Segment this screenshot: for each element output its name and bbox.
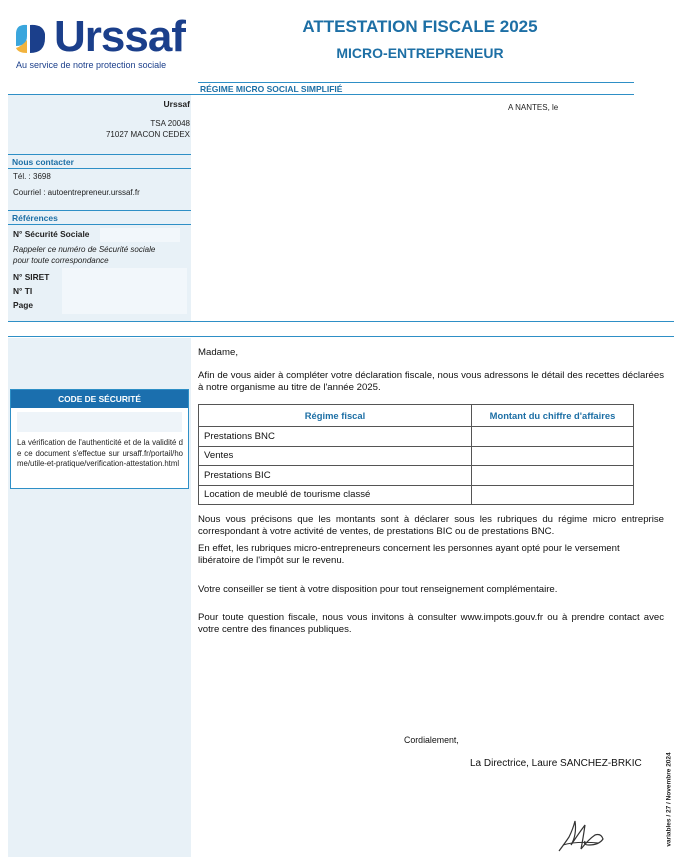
ss-number-value bbox=[100, 228, 180, 242]
table-row bbox=[199, 446, 634, 466]
paragraph-2: En effet, les rubriques micro-entrepreneurs concernent les personnes ayant opté pour le versement libératoire de l'impôt sur le revenu. bbox=[198, 543, 620, 567]
table-cell-amount bbox=[472, 427, 634, 447]
contact-phone: Tél. : 3698 bbox=[13, 172, 51, 181]
paragraph-4: Pour toute question fiscale, nous vous invitons à consulter www.impots.gouv.fr ou à prendre contact avec votre centre des finances publiques. bbox=[198, 612, 664, 636]
divider bbox=[8, 224, 191, 225]
siret-label: N° SIRET bbox=[13, 272, 50, 282]
divider bbox=[198, 82, 634, 83]
logo-tagline: Au service de notre protection sociale bbox=[16, 60, 167, 70]
intro-paragraph: Afin de vous aider à compléter votre déclaration fiscale, nous vous adressons le détail des recettes déclarées à notre organisme au titre de l'année 2025. bbox=[198, 370, 664, 394]
salutation: Madame, bbox=[198, 347, 238, 358]
table-cell-regime: Location de meublé de tourisme classé bbox=[199, 485, 472, 505]
closing: Cordialement, bbox=[404, 735, 459, 745]
ss-note-1: Rappeler ce numéro de Sécurité sociale bbox=[13, 245, 156, 254]
divider bbox=[8, 154, 191, 155]
signature bbox=[555, 815, 610, 857]
divider bbox=[8, 336, 674, 337]
urssaf-logo-icon bbox=[14, 22, 48, 56]
sender-address-line1: TSA 20048 bbox=[150, 119, 190, 128]
regime-label: RÉGIME MICRO SOCIAL SIMPLIFIÉ bbox=[200, 84, 343, 94]
table-cell-amount bbox=[472, 485, 634, 505]
ss-note-2: pour toute correspondance bbox=[13, 256, 109, 265]
security-code-box bbox=[10, 389, 189, 489]
table-cell-amount bbox=[472, 446, 634, 466]
contact-heading: Nous contacter bbox=[12, 157, 74, 167]
security-code-text: La vérification de l'authenticité et de la validité de ce document s'effectue sur ursaff.fr/portail/home/utile-et-pratique/verification-attestation.html bbox=[17, 438, 183, 469]
logo-wordmark: Urssaf bbox=[54, 12, 185, 61]
place-date: A NANTES, le bbox=[508, 103, 559, 112]
contact-email[interactable]: Courriel : autoentrepreneur.urssaf.fr bbox=[13, 188, 140, 197]
divider bbox=[8, 321, 674, 322]
table-cell-regime: Ventes bbox=[199, 446, 472, 466]
form-reference bbox=[663, 752, 675, 852]
ss-number-label: N° Sécurité Sociale bbox=[13, 229, 90, 239]
page-label: Page bbox=[13, 300, 34, 310]
table-row bbox=[199, 466, 634, 486]
fiscal-table bbox=[198, 404, 634, 505]
divider bbox=[8, 210, 191, 211]
sender-address-line2: 71027 MACON CEDEX bbox=[105, 130, 190, 139]
ti-label: N° TI bbox=[13, 286, 33, 296]
table-row bbox=[199, 485, 634, 505]
sender-name: Urssaf bbox=[163, 99, 190, 109]
signatory: La Directrice, Laure SANCHEZ-BRKIC bbox=[470, 758, 642, 769]
table-cell-regime: Prestations BIC bbox=[199, 466, 472, 486]
paragraph-3: Votre conseiller se tient à votre disposition pour tout renseignement complémentaire. bbox=[198, 584, 558, 595]
divider bbox=[8, 168, 191, 169]
security-code-heading: CODE DE SÉCURITÉ bbox=[11, 390, 188, 408]
references-heading: Références bbox=[12, 213, 58, 223]
security-code-value bbox=[17, 412, 182, 432]
table-cell-regime: Prestations BNC bbox=[199, 427, 472, 447]
form-reference-text: variables / 27 / Novembre 2024 bbox=[665, 752, 673, 847]
table-row bbox=[199, 427, 634, 447]
page-subtitle: MICRO-ENTREPRENEUR bbox=[336, 45, 504, 61]
reference-values-box bbox=[62, 268, 187, 314]
table-header-amount: Montant du chiffre d'affaires bbox=[472, 405, 634, 427]
paragraph-1: Nous vous précisons que les montants sont à déclarer sous les rubriques du régime micro entreprise correspondant à votre activité de ventes, de prestations BIC ou de prestations BNC. bbox=[198, 514, 664, 538]
page-title: ATTESTATION FISCALE 2025 bbox=[302, 17, 538, 36]
table-cell-amount bbox=[472, 466, 634, 486]
divider bbox=[8, 94, 634, 95]
table-header-regime: Régime fiscal bbox=[199, 405, 472, 427]
